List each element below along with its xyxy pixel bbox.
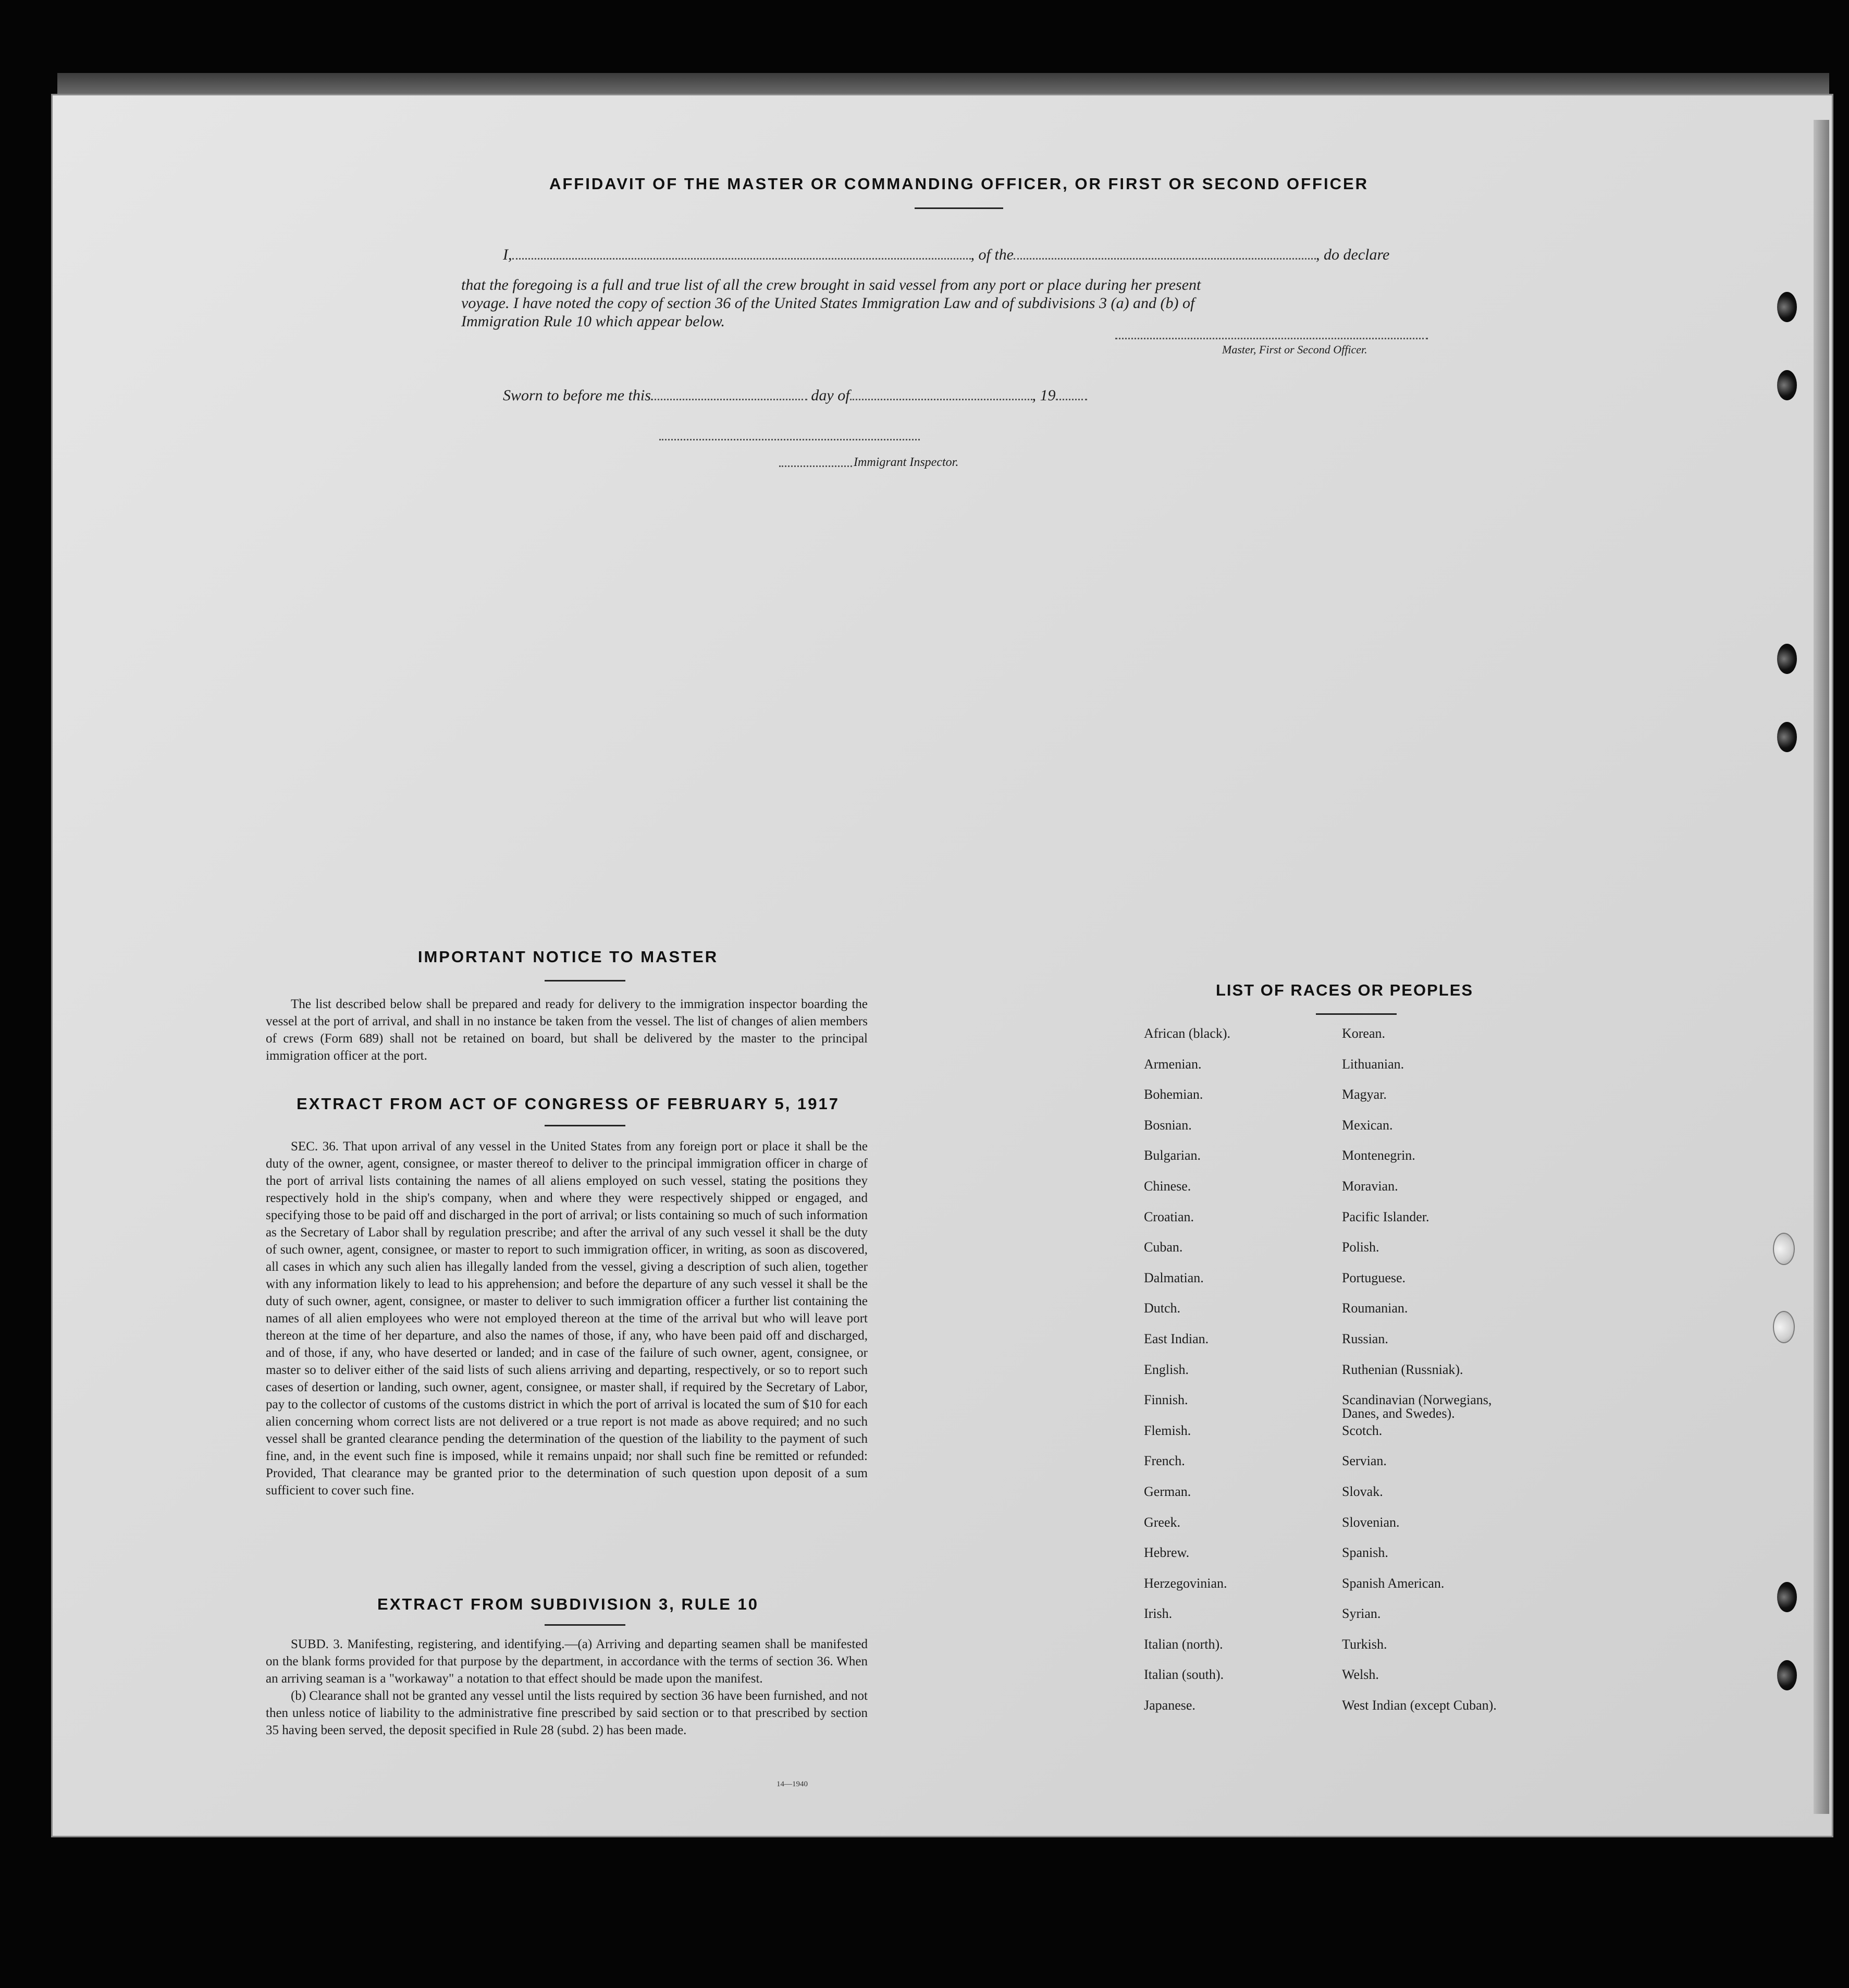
binder-hole xyxy=(1777,1660,1797,1690)
inspector-dots xyxy=(779,465,852,467)
race-item: Magyar. xyxy=(1342,1087,1387,1102)
affidavit-body-line-1: that the foregoing is a full and true list of all the crew brought in said vessel from any port or place during her present xyxy=(461,276,1201,293)
declare-i: I, xyxy=(503,246,512,263)
master-signature-line xyxy=(1115,338,1428,339)
race-item: Korean. xyxy=(1342,1026,1386,1041)
affidavit-title: AFFIDAVIT OF THE MASTER OR COMMANDING OFFICER, OR FIRST OR SECOND OFFICER xyxy=(549,175,1369,193)
race-item: Flemish. xyxy=(1144,1422,1191,1438)
subdivision-a-paragraph: SUBD. 3. Manifesting, registering, and identifying.—(a) Arriving and departing seamen shall be manifested on the blank forms provided for that purpose by the department, in accordance with the terms of section 36. When an arriving seaman is a "workaway" a notation to that effect should be made upon the manifest. xyxy=(266,1637,868,1686)
scan-top-edge xyxy=(57,73,1829,94)
race-item: Scandinavian (Norwegians, Danes, and Swedes). xyxy=(1342,1392,1492,1421)
race-item: Bosnian. xyxy=(1144,1117,1192,1133)
act-rule xyxy=(545,1125,625,1126)
rule-extract-text xyxy=(266,1636,868,1739)
race-item: English. xyxy=(1144,1361,1189,1377)
affidavit-body-line-3: Immigration Rule 10 which appear below. xyxy=(461,313,725,330)
binder-hole xyxy=(1777,644,1797,674)
section-36-paragraph: SEC. 36. That upon arrival of any vessel in the United States from any foreign port or place it shall be the duty of the owner, agent, consignee, or master thereof to deliver to the principal immigration officer in charge of the port of arrival lists containing the names of all aliens employed on such vessel, stating the positions they respectively hold in the ship's company, when and where they were respectively shipped or engaged, and specifying those to be paid off and discharged in the port of arrival; or lists containing so much of such information as the Secretary of Labor shall by regulation prescribe; and after the arrival of any such vessel it shall be the duty of such owner, agent, consignee, or master to report to such immigration officer, in writing, as soon as discovered, all cases in which any such alien has illegally landed from the vessel, giving a description of such alien, together with any information likely to lead to his apprehension; and before the departure of any such vessel it shall be the duty of such owner, agent, consignee, or master to deliver to such immigration officer a further list containing the names of all alien employees who were not employed thereon at the time of the arrival but who will leave port thereon at the time of her departure, and also the names of those, if any, who have been paid off and discharged, and of those, if any, who have deserted or landed; and in case of the failure of such owner, agent, consignee, or master so to deliver either of the said lists of such aliens arriving and departing, respectively, or so to report such cases of desertion or landing, such owner, agent, consignee, or master shall, if required by the Secretary of Labor, pay to the collector of customs of the customs district in which the port of arrival is located the sum of $10 for each alien concerning whom correct lists are not delivered or a true report is not made as above required; and no such vessel shall be granted clearance pending the determination of the question of the liability to the payment of such fine, and, in the event such fine is imposed, while it remains unpaid; nor shall such fine be remitted or refunded: Provided, That clearance may be granted prior to the determination of such question upon deposit of a sum sufficient to cover such fine. xyxy=(266,1139,868,1498)
binder-hole xyxy=(1777,722,1797,752)
inspector-signature-line xyxy=(659,439,920,440)
inspector-label: Immigrant Inspector. xyxy=(854,456,959,469)
race-item: Moravian. xyxy=(1342,1178,1398,1194)
race-item: Irish. xyxy=(1144,1606,1173,1622)
form-number: 14—1940 xyxy=(776,1780,808,1788)
act-extract-text xyxy=(266,1138,868,1499)
sworn-year-blank xyxy=(1056,399,1087,400)
sworn-year: , 19 xyxy=(1032,387,1056,404)
act-extract-title: EXTRACT FROM ACT OF CONGRESS OF FEBRUARY 5, 1917 xyxy=(297,1095,840,1113)
notice-title: IMPORTANT NOTICE TO MASTER xyxy=(417,948,719,966)
race-item: Hebrew. xyxy=(1144,1545,1190,1561)
page-right-edge xyxy=(1814,120,1829,1814)
binder-hole xyxy=(1777,370,1797,400)
race-item: East Indian. xyxy=(1144,1331,1209,1346)
race-item: Italian (north). xyxy=(1144,1636,1223,1652)
race-item: Chinese. xyxy=(1144,1178,1191,1194)
race-item: Turkish. xyxy=(1342,1636,1387,1652)
race-item: Croatian. xyxy=(1144,1209,1194,1224)
race-item: Spanish American. xyxy=(1342,1575,1445,1591)
race-item: Montenegrin. xyxy=(1342,1148,1415,1163)
race-item: West Indian (except Cuban). xyxy=(1342,1698,1497,1713)
race-item: Polish. xyxy=(1342,1240,1379,1255)
name-blank xyxy=(512,258,971,260)
affidavit-declare-line xyxy=(503,246,1389,264)
master-signature-label: Master, First or Second Officer. xyxy=(1222,343,1367,356)
notice-text xyxy=(266,996,868,1064)
race-item: Servian. xyxy=(1342,1453,1387,1469)
binder-hole xyxy=(1773,1311,1795,1343)
title-rule xyxy=(915,207,1003,209)
sworn-day-of: day of xyxy=(811,387,850,404)
race-item: Slovak. xyxy=(1342,1483,1383,1499)
races-title: LIST OF RACES OR PEOPLES xyxy=(1215,981,1474,999)
race-item: Finnish. xyxy=(1144,1392,1188,1408)
race-item: Bulgarian. xyxy=(1144,1148,1201,1163)
race-item: Greek. xyxy=(1144,1514,1181,1530)
races-list xyxy=(1144,1027,1561,1729)
race-item: Dalmatian. xyxy=(1144,1270,1204,1285)
race-item: Mexican. xyxy=(1342,1117,1393,1133)
race-item: Pacific Islander. xyxy=(1342,1209,1429,1224)
race-item: Slovenian. xyxy=(1342,1514,1400,1530)
race-item: Italian (south). xyxy=(1144,1667,1224,1683)
sworn-day-blank xyxy=(651,399,807,400)
race-item: Dutch. xyxy=(1144,1300,1181,1316)
race-item: Ruthenian (Russniak). xyxy=(1342,1361,1463,1377)
race-item: Armenian. xyxy=(1144,1056,1202,1072)
affidavit-body-line-2: voyage. I have noted the copy of section 36 of the United States Immigration Law and of subdivisions 3 (a) and (b) of xyxy=(461,294,1195,312)
race-item: Portuguese. xyxy=(1342,1270,1406,1285)
race-item: German. xyxy=(1144,1483,1191,1499)
declare-do-declare: , do declare xyxy=(1316,246,1390,263)
rule-extract-title: EXTRACT FROM SUBDIVISION 3, RULE 10 xyxy=(377,1595,759,1613)
race-item: Lithuanian. xyxy=(1342,1056,1404,1072)
race-item: Bohemian. xyxy=(1144,1087,1203,1102)
race-item: Roumanian. xyxy=(1342,1300,1408,1316)
binder-hole xyxy=(1777,292,1797,322)
vessel-blank xyxy=(1014,258,1316,260)
notice-paragraph: The list described below shall be prepared and ready for delivery to the immigration inspector boarding the vessel at the port of arrival, and shall in no instance be taken from the vessel. The list of changes of alien members of crews (Form 689) shall not be retained on board, but shall be delivered by the master to the principal immigration officer at the port. xyxy=(266,997,868,1063)
binder-hole xyxy=(1777,1582,1797,1612)
declare-of-the: , of the xyxy=(970,246,1014,263)
race-item: Russian. xyxy=(1342,1331,1388,1346)
races-rule xyxy=(1316,1013,1397,1015)
binder-hole xyxy=(1773,1233,1795,1265)
race-item: Cuban. xyxy=(1144,1240,1183,1255)
rule-extract-rule xyxy=(545,1624,625,1626)
sworn-line xyxy=(503,387,1087,404)
sworn-month-blank xyxy=(850,399,1032,400)
sworn-prefix: Sworn to before me this xyxy=(503,387,651,404)
race-item: French. xyxy=(1144,1453,1185,1469)
race-item: Spanish. xyxy=(1342,1545,1388,1561)
notice-rule xyxy=(545,980,625,981)
race-item: Japanese. xyxy=(1144,1698,1195,1713)
race-item: African (black). xyxy=(1144,1026,1231,1041)
race-item: Herzegovinian. xyxy=(1144,1575,1227,1591)
race-item: Scotch. xyxy=(1342,1422,1383,1438)
race-item: Syrian. xyxy=(1342,1606,1381,1622)
subdivision-b-paragraph: (b) Clearance shall not be granted any vessel until the lists required by section 36 have been furnished, and not then unless notice of liability to the administrative fine prescribed by said section or to that prescribed by section 35 having been served, the deposit specified in Rule 28 (subd. 2) has been made. xyxy=(266,1689,868,1737)
race-item: Welsh. xyxy=(1342,1667,1379,1683)
